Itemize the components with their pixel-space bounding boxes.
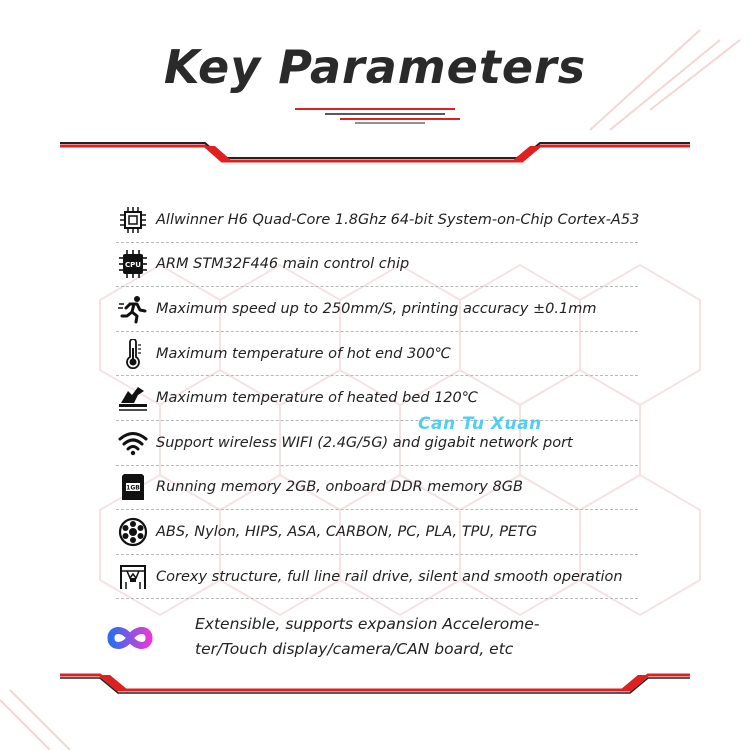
- thermometer-icon: [118, 339, 148, 369]
- parameter-text: Support wireless WIFI (2.4G/5G) and gigabit network port: [156, 434, 573, 451]
- parameter-text: Maximum temperature of heated bed 120℃: [156, 390, 479, 407]
- extensible-line-2: ter/Touch display/camera/CAN board, etc: [195, 640, 514, 658]
- parameter-row-soc: [116, 198, 638, 243]
- parameters-list: [116, 198, 638, 599]
- extensible-section: [105, 612, 665, 672]
- memory-icon-label: 1GB: [126, 484, 140, 492]
- watermark: Can Tu Xuan: [418, 414, 542, 434]
- extensible-line-1: Extensible, supports expansion Accelerome-: [195, 615, 540, 633]
- parameter-text: Maximum temperature of hot end 300℃: [156, 345, 451, 362]
- running-person-icon: [118, 294, 148, 324]
- parameter-text: ABS, Nylon, HIPS, ASA, CARBON, PC, PLA, TPU, PETG: [156, 523, 538, 540]
- infinity-icon: [105, 618, 155, 658]
- memory-card-icon: [118, 472, 148, 502]
- page-title: Key Parameters: [163, 40, 587, 94]
- parameter-text: Running memory 2GB, onboard DDR memory 8GB: [156, 479, 523, 496]
- heated-bed-icon: [118, 383, 148, 413]
- chip-icon: [118, 205, 148, 235]
- extensible-text: [195, 612, 595, 662]
- parameter-row-structure: [116, 555, 638, 600]
- wifi-icon: [118, 428, 148, 458]
- parameter-row-hotend: [116, 332, 638, 377]
- parameter-text: Maximum speed up to 250mm/S, printing accuracy ±0.1mm: [156, 300, 597, 317]
- parameter-row-speed: [116, 287, 638, 332]
- parameter-row-mcu: [116, 243, 638, 288]
- title-underline-decoration: [285, 103, 465, 125]
- cpu-icon-label: CPU: [125, 261, 141, 270]
- parameter-row-materials: [116, 510, 638, 555]
- parameter-text: Allwinner H6 Quad-Core 1.8Ghz 64-bit System-on-Chip Cortex-A53: [156, 211, 640, 228]
- parameter-row-memory: [116, 466, 638, 511]
- cpu-icon: [118, 249, 148, 279]
- parameter-text: ARM STM32F446 main control chip: [156, 256, 410, 273]
- parameter-row-wifi: [116, 421, 638, 466]
- parameter-text: Corexy structure, full line rail drive, silent and smooth operation: [156, 568, 623, 585]
- filament-spool-icon: [118, 517, 148, 547]
- corexy-frame-icon: [118, 562, 148, 592]
- parameter-row-heatbed: [116, 376, 638, 421]
